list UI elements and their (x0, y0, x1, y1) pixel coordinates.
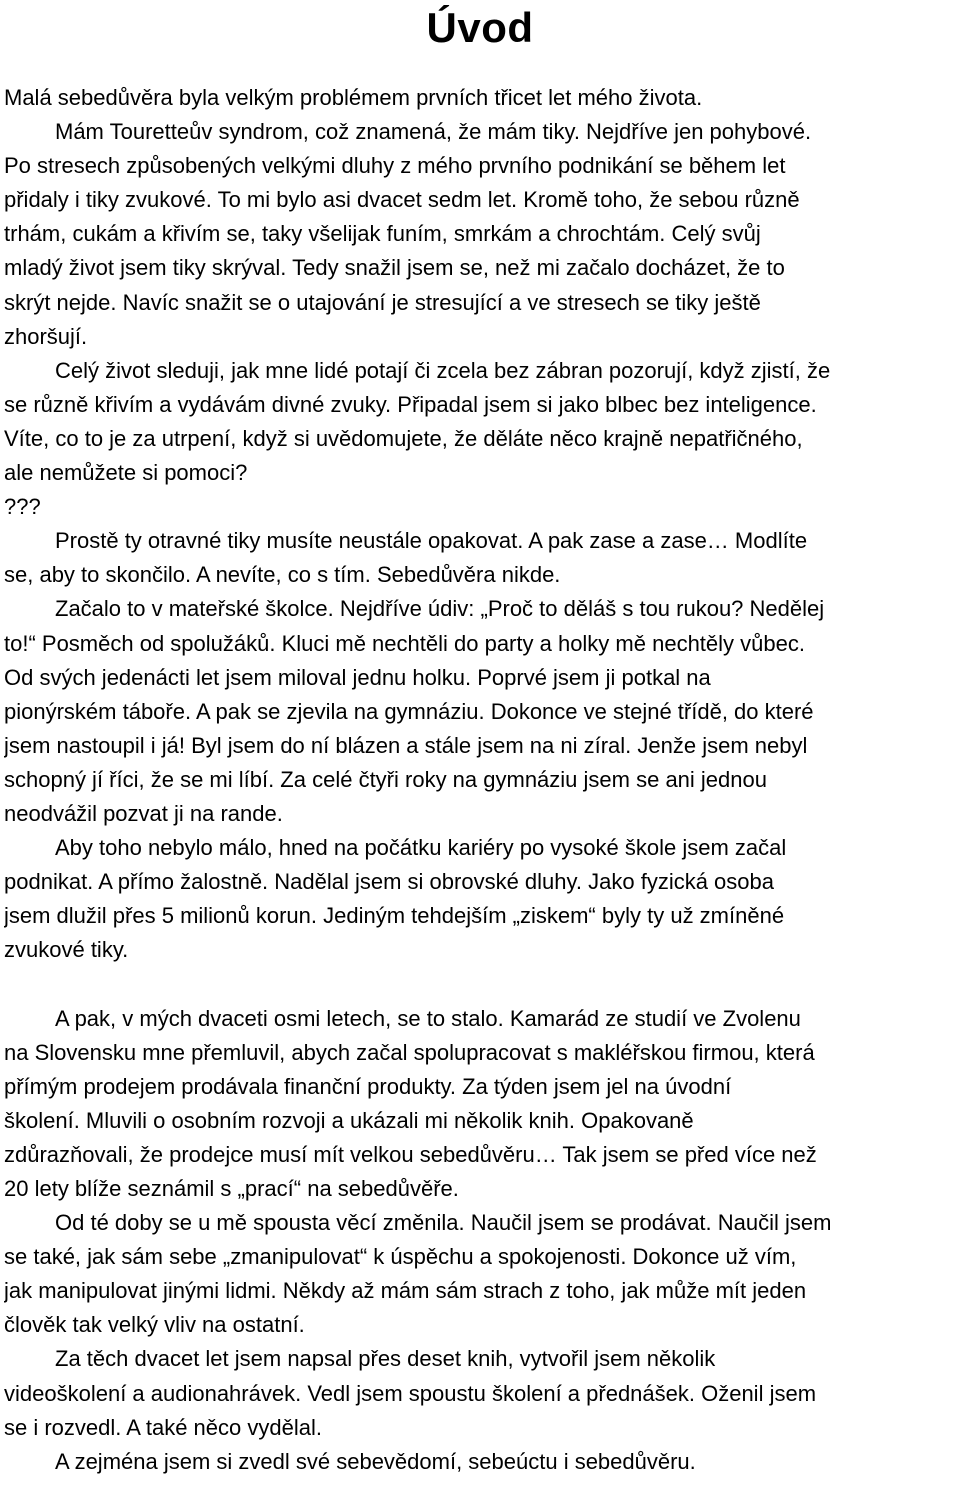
text-line: Od té doby se u mě spousta věcí změnila. Naučil jsem se prodávat. Naučil jsem (55, 1210, 832, 1236)
text-line: Začalo to v mateřské školce. Nejdříve údiv: „Proč to děláš s tou rukou? Nedělej (55, 596, 825, 622)
text-line: Celý život sleduji, jak mne lidé potají či zcela bez zábran pozorují, když zjistí, že (55, 357, 831, 383)
text-line: se i rozvedl. A také něco vydělal. (4, 1414, 322, 1440)
text-line: podnikat. A přímo žalostně. Nadělal jsem si obrovské dluhy. Jako fyzická osoba (4, 869, 774, 895)
text-line: se, aby to skončilo. A nevíte, co s tím. Sebedůvěra nikde. (4, 562, 561, 588)
text-line: zhoršují. (4, 323, 88, 349)
text-line: videoškolení a audionahrávek. Vedl jsem spoustu školení a přednášek. Oženil jsem (4, 1380, 817, 1406)
text-line: Prostě ty otravné tiky musíte neustále opakovat. A pak zase a zase… Modlíte (55, 528, 808, 554)
text-line: Mám Touretteův syndrom, což znamená, že mám tiky. Nejdříve jen pohybové. (55, 119, 812, 145)
text-line: školení. Mluvili o osobním rozvoji a ukázali mi několik knih. Opakovaně (4, 1107, 694, 1133)
body-text (4, 81, 956, 1479)
text-line: trhám, cukám a křivím se, taky všelijak funím, smrkám a chrochtám. Celý svůj (4, 221, 761, 247)
text-line: Po stresech způsobených velkými dluhy z mého prvního podnikání se během let (4, 153, 786, 179)
text-line: Od svých jedenácti let jsem miloval jednu holku. Poprvé jsem ji potkal na (4, 664, 711, 690)
text-line: Malá sebedůvěra byla velkým problémem prvních třicet let mého života. (4, 85, 703, 110)
text-line: A zejména jsem si zvedl své sebevědomí, sebeúctu i sebedůvěru. (55, 1448, 696, 1474)
text-line: to!“ Posměch od spolužáků. Kluci mě nechtěli do party a holky mě nechtěly vůbec. (4, 630, 805, 656)
text-line: skrýt nejde. Navíc snažit se o utajování je stresující a ve stresech se tiky ještě (4, 289, 761, 315)
text-line: zvukové tiky. (4, 937, 129, 963)
text-line: jak manipulovat jinými lidmi. Někdy až mám sám strach z toho, jak může mít jeden (4, 1278, 807, 1304)
text-line: přímým prodejem prodávala finanční produkty. Za týden jsem jel na úvodní (4, 1073, 732, 1099)
text-line: 20 lety blíže seznámil s „prací“ na sebedůvěře. (4, 1176, 459, 1201)
text-line: na Slovensku mne přemluvil, abych začal spolupracovat s makléřskou firmou, která (4, 1039, 815, 1065)
text-line: přidaly i tiky zvukové. To mi bylo asi dvacet sedm let. Kromě toho, že sebou různě (4, 187, 800, 213)
text-line: jsem dlužil přes 5 milionů korun. Jediným tehdejším „ziskem“ byly ty už zmíněné (4, 903, 785, 929)
blank-line (4, 967, 956, 1001)
text-line: pionýrském táboře. A pak se zjevila na gymnáziu. Dokonce ve stejné třídě, do které (4, 698, 814, 724)
text-line: Aby toho nebylo málo, hned na počátku kariéry po vysoké škole jsem začal (55, 835, 787, 861)
text-line: schopný jí říci, že se mi líbí. Za celé čtyři roky na gymnáziu jsem se ani jednou (4, 766, 767, 792)
text-line: Za těch dvacet let jsem napsal přes deset knih, vytvořil jsem několik (55, 1346, 716, 1372)
text-line: ??? (4, 494, 41, 520)
text-line: mladý život jsem tiky skrýval. Tedy snažil jsem se, než mi začalo docházet, že to (4, 255, 785, 281)
text-line: se různě křivím a vydávám divné zvuky. Připadal jsem si jako blbec bez inteligence. (4, 391, 817, 417)
text-line: ale nemůžete si pomoci? (4, 460, 248, 486)
text-line: se také, jak sám sebe „zmanipulovat“ k úspěchu a spokojenosti. Dokonce už vím, (4, 1244, 797, 1270)
text-line: Víte, co to je za utrpení, když si uvědomujete, že děláte něco krajně nepatřičného, (4, 425, 803, 451)
text-line: jsem nastoupil i já! Byl jsem do ní blázen a stále jsem na ni zíral. Jenže jsem nebyl (4, 732, 808, 758)
text-line: A pak, v mých dvaceti osmi letech, se to stalo. Kamarád ze studií ve Zvolenu (55, 1005, 801, 1031)
page-title: Úvod (426, 4, 534, 51)
text-line: zdůrazňovali, že prodejce musí mít velkou sebedůvěru… Tak jsem se před více než (4, 1141, 817, 1167)
text-line: neodvážil pozvat ji na rande. (4, 800, 283, 826)
text-line: člověk tak velký vliv na ostatní. (4, 1312, 305, 1338)
